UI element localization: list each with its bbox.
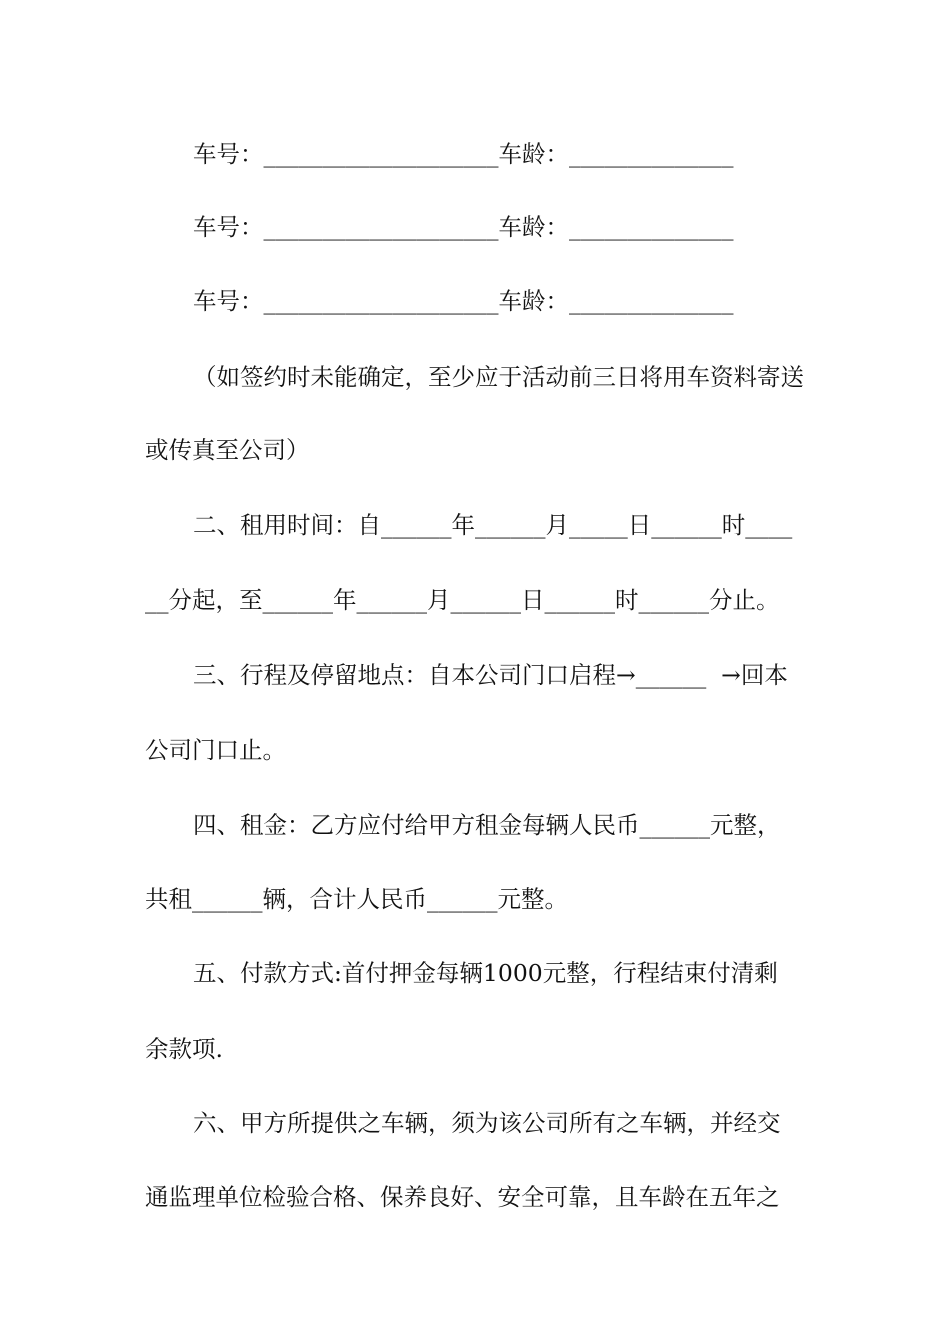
clause-4-line-2: 共租______辆，合计人民币______元整。 <box>145 885 568 913</box>
clause-2-line-1: 二、租用时间：自______年______月_____日______时____ <box>193 511 793 539</box>
clause-6-line-1: 六、甲方所提供之车辆，须为该公司所有之车辆，并经交 <box>193 1109 781 1137</box>
clause-6-line-2: 通监理单位检验合格、保养良好、安全可靠，且车龄在五年之 <box>145 1183 780 1211</box>
vehicle-line-2: 车号：____________________车龄：______________ <box>193 213 734 241</box>
vehicle-line-3: 车号：____________________车龄：______________ <box>193 287 734 315</box>
clause-5-line-1: 五、付款方式:首付押金每辆1000元整，行程结束付清剩 <box>193 959 778 987</box>
clause-2-line-2: __分起，至______年______月______日______时______分止。 <box>145 586 780 614</box>
note-line-2: 或传真至公司） <box>145 436 310 464</box>
clause-4-line-1: 四、租金：乙方应付给甲方租金每辆人民币______元整， <box>193 811 781 839</box>
note-line-1: （如签约时未能确定，至少应于活动前三日将用车资料寄送 <box>193 363 804 391</box>
clause-3-line-2: 公司门口止。 <box>145 736 286 764</box>
clause-5-line-2: 余款项. <box>145 1035 223 1063</box>
clause-3-line-1: 三、行程及停留地点：自本公司门口启程→______ →回本 <box>193 661 788 689</box>
vehicle-line-1: 车号：____________________车龄：______________ <box>193 140 734 168</box>
